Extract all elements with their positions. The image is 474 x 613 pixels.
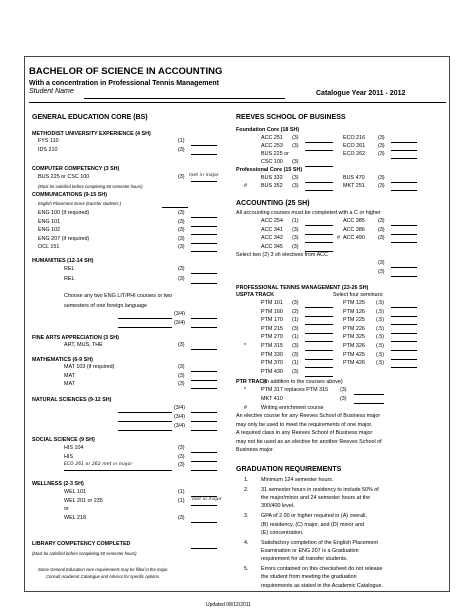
graduation-item-text: 300/400 level. [261,503,295,510]
professional-core-grade-blank[interactable] [305,190,333,191]
natural-science-hours: (3/4) [174,423,186,429]
fine-arts-grade-blank[interactable] [191,349,217,350]
ptm-grade-blank[interactable] [305,333,333,334]
wellness-grade-blank[interactable] [191,505,217,506]
accounting-course: ACC 385 [343,218,365,224]
communications-hours: (3) [178,227,185,233]
humanities-course: REL [64,266,75,272]
graduation-item-number: 2. [244,486,249,493]
communications-grade-blank[interactable] [191,243,217,244]
natural-science-grade-blank[interactable] [191,412,217,413]
header-divider [29,102,446,103]
page-subtitle: With a concentration in Professional Tennis Management [29,80,220,87]
social-science-grade-blank[interactable] [191,461,217,462]
math-grade-blank[interactable] [191,388,217,389]
ptm-seminar-grade-blank[interactable] [391,324,417,325]
humanities-extra-course-blank[interactable] [118,318,172,319]
ptm-heading: PROFESSIONAL TENNIS MANAGEMENT (23-26 SH) [236,285,369,291]
foundation-grade-blank[interactable] [391,158,417,159]
social-science-extra-grade-blank[interactable] [191,470,217,471]
ptm-hours: (2) [292,308,299,315]
social-science-hours: (3) [178,453,185,460]
communications-course: ENG 207 (if required) [38,235,90,242]
wellness-handwritten-note: met in major [192,497,222,502]
communications-hours: (3) [178,244,185,250]
accounting-course: ACC 341 [261,226,283,233]
business-policy-line: may only be used to meet the requirements of one major. [236,421,373,428]
social-science-handwritten: ECO 261 or 262 met in major [64,462,133,467]
page-title: BACHELOR OF SCIENCE IN ACCOUNTING [29,66,223,77]
math-course: MAT 103 (if required) [64,364,115,370]
ptm-hours: (3) [292,351,299,358]
ptm-hours: (1) [292,317,299,324]
accounting-course: ACC 490 [343,235,365,241]
ptm-course: PTM 315 [261,343,283,349]
ptr-mark: * [244,387,247,393]
humanities-text-1: Choose any two ENG LIT/PHI courses or two [64,293,173,299]
methodist-grade-blank[interactable] [191,154,217,155]
foundation-grade-blank[interactable] [305,142,333,143]
accounting-elective-grade-blank[interactable] [391,267,417,268]
ptm-seminar-hours: (.5) [376,343,385,349]
ptm-seminar-course: PTM 426 [343,360,365,367]
communications-grade-blank[interactable] [191,234,217,235]
foundation-grade-blank[interactable] [305,166,333,167]
computer-course: BUS 225 or CSC 100 [38,174,90,180]
foundation-hours: (3) [378,135,385,141]
professional-core-course: MKT 251 [343,183,365,189]
foundation-heading: Foundation Core (18 SH) [236,127,300,133]
ptm-hours: (1) [292,334,299,341]
ptm-grade-blank[interactable] [305,307,333,308]
ptm-hours: (3) [292,368,299,375]
business-policy-line: Business major. [236,447,275,454]
natural-science-hours: (3/4) [174,414,186,420]
graduation-item-text: requirement for all transfer students. [261,556,348,563]
professional-core-heading: Professional Core (15 SH) [236,167,303,173]
professional-core-hours: (3) [292,183,299,189]
accounting-course: ACC 345 [261,243,283,250]
accounting-hours: (3) [378,218,385,224]
ptm-course: PTM 370 [261,360,283,367]
humanities-hours: (3) [178,266,185,272]
foundation-course: ECO 261 [343,143,366,149]
math-hours: (3) [178,364,185,370]
wellness-course: or [64,506,69,512]
accounting-grade-blank[interactable] [305,225,333,226]
graduation-item-number: 4. [244,539,249,546]
ptm-seminar-grade-blank[interactable] [391,333,417,334]
humanities-heading: HUMANITIES (12-14 SH) [32,258,94,264]
accounting-hours: (3) [292,226,299,233]
gen-ed-title: GENERAL EDUCATION CORE (BS) [32,114,148,121]
graduation-heading: GRADUATION REQUIREMENTS [236,466,342,473]
professional-core-grade-blank[interactable] [305,182,333,183]
ptm-seminar-course: PTM 225 [343,317,365,324]
accounting-grade-blank[interactable] [391,242,417,243]
ptm-hours: (3) [292,325,299,332]
graduation-item-text: 31 semester hours in residency to include 50% of [261,486,379,493]
humanities-extra-hours: (3/4) [174,311,186,317]
ptr-course: PTM 317 replaces PTM 315 [261,387,329,393]
graduation-item-text: the student from meeting the graduation [261,574,357,581]
math-grade-blank[interactable] [191,380,217,381]
foundation-course: CSC 100 [261,159,283,165]
humanities-hours: (3) [178,276,185,282]
math-grade-blank[interactable] [191,371,217,372]
math-course: MAT [64,381,75,387]
ptr-grade-blank[interactable] [354,403,384,404]
communications-grade-blank[interactable] [191,226,217,227]
ptm-seminar-hours: (.5) [376,308,385,315]
social-science-hours: (3) [178,445,185,451]
communications-course: OCL 151 [38,244,60,250]
placement-score-blank[interactable] [162,207,188,208]
methodist-hours: (1) [178,138,185,144]
ptm-seminar-grade-blank[interactable] [391,367,417,368]
professional-core-hours: (3) [378,183,385,189]
foundation-grade-blank[interactable] [391,150,417,151]
math-hours: (3) [178,372,185,379]
ptm-seminar-hours: (.5) [376,360,385,367]
graduation-item-text: (B) residency, (C) major, and (D) minor and [261,521,364,528]
ptm-grade-blank[interactable] [305,367,333,368]
foundation-course: ECO 216 [343,135,366,141]
communications-heading: COMMUNICATIONS (9-15 SH) [32,192,108,198]
methodist-grade-blank[interactable] [191,145,217,146]
ptr-course: MKT 410 [261,395,283,402]
accounting-hours: (3) [378,226,385,233]
accounting-course: ACC 386 [343,226,365,233]
library-note: (Must be satisfied before completing 60 semester hours) [32,551,137,556]
communications-hours: (3) [178,218,185,225]
methodist-hours: (3) [178,146,185,153]
professional-core-course: BUS 352 [261,183,283,189]
ptm-course: PTM 170 [261,317,283,324]
library-heading: LIBRARY COMPETENCY COMPLETED [32,541,131,547]
foundation-hours: (3) [378,151,385,157]
ptm-course: PTM 160 [261,308,283,315]
ptm-course: PTM 270 [261,334,283,341]
ptm-seminar-hours: (.5) [376,300,385,306]
ptr-track-note: (in addition to the courses above) [263,379,343,385]
natural-science-grade-blank[interactable] [191,430,217,431]
ptm-seminar-grade-blank[interactable] [391,350,417,351]
ptm-grade-blank[interactable] [305,341,333,342]
accounting-course: ACC 254 [261,218,283,224]
ptm-course: PTM 430 [261,368,283,375]
ptm-grade-blank[interactable] [305,316,333,317]
ptr-hours: (3) [340,387,347,393]
ptm-hours: (1) [292,360,299,367]
foundation-hours: (3) [378,143,385,149]
accounting-mark: # [337,235,340,241]
foundation-course: ACC 251 [261,135,283,141]
accounting-elective-hours: (3) [378,269,385,275]
ptr-hash-mark: # [244,405,247,411]
ptm-seminar-course: PTM 125 [343,300,365,306]
methodist-heading: METHODIST UNIVERSITY EXPERIENCE (4 SH) [32,131,151,137]
foundation-course: ACC 253 [261,143,283,149]
foundation-grade-blank[interactable] [391,142,417,143]
fine-arts-course: ART, MUS, THE [64,342,103,348]
wellness-hours: (3) [178,514,185,521]
math-heading: MATHEMATICS (6-9 SH) [32,357,93,363]
math-hours: (3) [178,381,185,387]
humanities-grade-blank[interactable] [191,283,217,284]
ptr-hours: (3) [340,395,347,402]
ptm-grade-blank[interactable] [305,324,333,325]
ptm-seminar-grade-blank[interactable] [391,307,417,308]
graduation-item-number: 3. [244,513,249,520]
foundation-hours: (3) [292,159,299,165]
foundation-course: BUS 225 or [261,151,289,157]
footer-updated: Updated 08/12/2011 [206,602,251,608]
natural-science-course-blank[interactable] [118,430,172,431]
business-policy-line: may not be used as an elective for another Reeves School of [236,438,382,445]
professional-core-hours: (3) [292,175,299,181]
accounting-grade-blank[interactable] [391,234,417,235]
business-policy-line: A required class in any Reeves School of Business major [236,430,373,437]
ptm-seminar-course: PTM 126 [343,308,365,315]
ptr-track-label: PTR TRACK [236,379,268,385]
computer-note: (Must be satisfied before completing 60 semester hours) [38,184,143,189]
accounting-heading: ACCOUNTING (25 SH) [236,200,310,207]
communications-hours: (3) [178,210,185,216]
accounting-grade-blank[interactable] [305,242,333,243]
communications-course: ENG 101 [38,218,61,225]
professional-core-grade-blank[interactable] [391,190,417,191]
ptm-grade-blank[interactable] [305,350,333,351]
ptm-seminar-grade-blank[interactable] [391,359,417,360]
social-science-course: HIS [64,453,73,460]
natural-science-hours: (3/4) [174,405,186,411]
ptm-seminar-hours: (.5) [376,334,385,341]
fine-arts-hours: (3) [178,342,185,348]
ptr-hash-text: Writing enrichment course [261,405,324,411]
ptm-grade-blank[interactable] [305,359,333,360]
footnote-2: Consult Academic Catalogue and Advisor for specific options. [46,574,160,579]
select-seminars-label: Select four seminars: [333,292,384,298]
ptm-seminar-course: PTM 226 [343,325,365,332]
ptm-course: PTM 101 [261,300,283,306]
natural-science-course-blank[interactable] [118,412,172,413]
natural-science-course-blank[interactable] [118,421,172,422]
humanities-course: REL [64,276,75,282]
natural-science-grade-blank[interactable] [191,421,217,422]
accounting-hours: (3) [378,235,385,241]
wellness-course: WEL 101 [64,489,86,495]
computer-heading: COMPUTER COMPETENCY (3 SH) [32,166,120,172]
graduation-item-number: 1. [244,477,249,483]
accounting-select-note: Select two (2) 3 sh electives from ACC [236,252,328,258]
communications-course: ENG 102 [38,227,61,233]
methodist-course: FYS 110 [38,138,59,144]
communications-course: ENG 100 (if required) [38,210,90,216]
professional-core-course: BUS 470 [343,175,365,181]
foundation-course: ECO 262 [343,151,366,157]
social-science-heading: SOCIAL SCIENCE (9 SH) [32,437,95,443]
library-blank[interactable] [191,548,217,549]
fine-arts-heading: FINE ARTS APPRECIATION (3 SH) [32,335,119,341]
professional-core-course: BUS 332 [261,175,283,181]
computer-grade-blank[interactable] [191,181,217,182]
humanities-extra-course-blank[interactable] [118,327,172,328]
ptm-seminar-grade-blank[interactable] [391,341,417,342]
catalog-year: Catalogue Year 2011 - 2012 [316,90,406,97]
social-science-course: HIS 104 [64,445,84,451]
communications-note: English Placement Score (transfer students ) [38,201,122,206]
ptm-course: PTM 330 [261,351,283,358]
graduation-item-text: Examination or ENG 207 is a Graduation [261,547,359,554]
accounting-hours: (3) [292,243,299,250]
graduation-item-text: Satisfactory completion of the English Placement [261,539,378,546]
foundation-hours: (3) [292,143,299,149]
ptm-seminar-hours: (.5) [376,325,385,332]
wellness-hours: (1) [178,497,185,504]
accounting-hours: (3) [292,235,299,241]
humanities-text-2: semesters of one foreign language [64,303,148,309]
accounting-grade-blank[interactable] [391,225,417,226]
humanities-grade-blank[interactable] [191,273,217,274]
computer-handwritten-note: met in major [189,173,219,178]
student-name-label: Student Name [29,88,74,95]
ptm-seminar-course: PTM 326 [343,343,365,349]
professional-core-grade-blank[interactable] [391,182,417,183]
graduation-item-text: the major/minor and 24 semester hours at the [261,495,371,502]
ptm-mark: * [244,343,247,349]
communications-grade-blank[interactable] [191,251,217,252]
ptm-seminar-course: PTM 425 [343,351,365,358]
accounting-hours: (1) [292,218,299,224]
communications-grade-blank[interactable] [191,217,217,218]
wellness-hours: (1) [178,489,185,495]
wellness-course: WEL 218 [64,514,86,521]
ptm-hours: (3) [292,343,299,349]
business-policy-line: An elective course for any Reeves School of Business major [236,413,381,419]
social-science-extra-blank[interactable] [64,470,172,471]
humanities-extra-grade-blank[interactable] [191,327,217,328]
footnote-1: Some General Education core requirements may be filled in the major. [38,567,169,572]
humanities-extra-hours: (3/4) [174,320,186,326]
ptm-seminar-grade-blank[interactable] [391,316,417,317]
ptm-seminar-course: PTM 325 [343,334,365,341]
ptr-grade-blank[interactable] [354,394,384,395]
social-science-extra-hours: (3) [178,462,185,468]
computer-hours: (3) [178,174,185,180]
accounting-elective-grade-blank[interactable] [391,276,417,277]
professional-core-mark: # [244,183,247,189]
accounting-note: All accounting courses must be completed with a C or higher [236,210,381,216]
accounting-course: ACC 342 [261,235,283,241]
graduation-item-number: 5. [244,566,249,572]
graduation-item-text: Minimum 124 semester hours. [261,477,334,483]
wellness-grade-blank[interactable] [191,522,217,523]
ptm-seminar-hours: (.5) [376,351,385,358]
wellness-heading: WELLNESS (2-3 SH) [32,481,84,487]
ptm-hours: (3) [292,300,299,306]
professional-core-hours: (3) [378,175,385,181]
uspta-track-label: USPTA TRACK [236,292,275,298]
graduation-item-text: requirements as stated in the Academic Catalogue. [261,582,383,589]
natural-sciences-heading: NATURAL SCIENCES (9-12 SH) [32,397,112,403]
accounting-grade-blank[interactable] [305,234,333,235]
ptm-seminar-hours: (.5) [376,317,385,324]
foundation-hours: (3) [292,135,299,141]
communications-hours: (3) [178,235,185,242]
graduation-item-text: GPA of 2.00 or higher required in (A) overall, [261,513,367,520]
foundation-grade-blank[interactable] [305,150,333,151]
accounting-elective-hours: (3) [378,260,385,266]
student-name-field[interactable] [84,98,285,99]
methodist-course: IDS 210 [38,146,58,153]
humanities-extra-grade-blank[interactable] [191,318,217,319]
social-science-grade-blank[interactable] [191,452,217,453]
ptm-course: PTM 215 [261,325,283,332]
graduation-item-text: Errors contained on this checksheet do not release [261,566,383,572]
ptm-grade-blank[interactable] [305,376,333,377]
graduation-item-text: (E) concentration. [261,529,304,536]
wellness-course: WEL 201 or 235 [64,497,103,504]
business-title: REEVES SCHOOL OF BUSINESS [236,114,346,121]
math-course: MAT [64,372,75,379]
